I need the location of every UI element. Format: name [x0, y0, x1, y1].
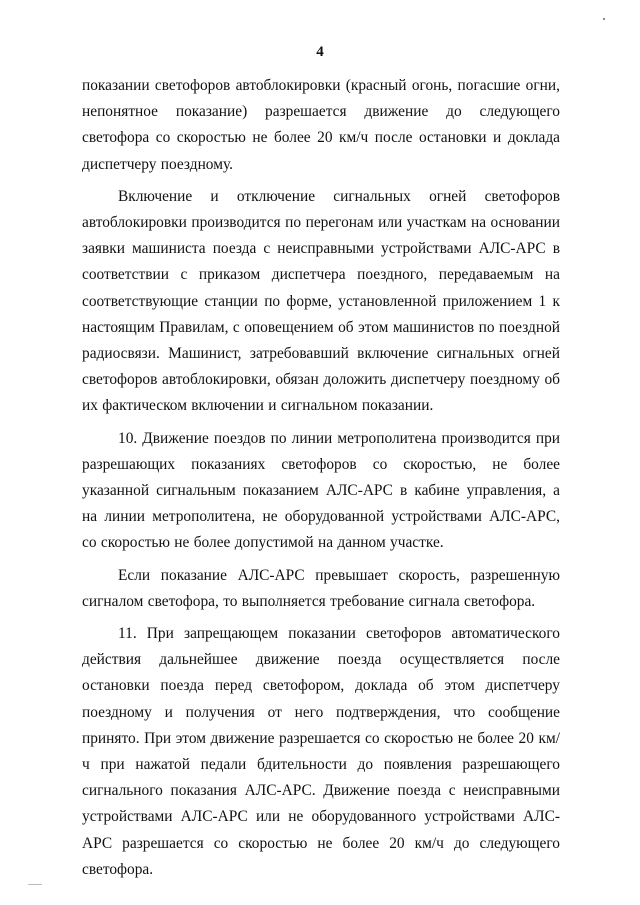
document-body	[82, 73, 560, 883]
paragraph-als-ars-speed: Если показание АЛС-АРС превышает скорость, разрешенную сигналом светофора, то выполняется требование сигнала светофора.	[82, 566, 560, 610]
paragraph-10: 10. Движение поездов по линии метрополитена производится при разрешающих показаниях светофоров со скоростью, не более указанной сигнальным показанием АЛС-АРС в кабине управления, а на линии метрополитена, не оборудованной устройствами АЛС-АРС, со скоростью не более допустимой на данном участке.	[82, 429, 560, 552]
paragraph-continuation: показании светофоров автоблокировки (красный огонь, погасшие огни, непонятное показание) разрешается движение до следующего светофора со скоростью не более 20 км/ч после остановки и доклада диспетчеру поездному.	[82, 77, 560, 173]
scan-speck	[28, 884, 42, 885]
paragraph-11: 11. При запрещающем показании светофоров автоматического действия дальнейшее движение поезда осуществляется после остановки поезда перед светофором, доклада об этом диспетчеру поездному и получения от него подтверждения, что сообщение принято. При этом движение разрешается со скоростью не более 20 км/ч при нажатой педали бдительности до появления разрешающего сигнального показания АЛС-АРС. Движение поезда с неисправными устройствами АЛС-АРС или не оборудованного устройствами АЛС-АРС разрешается со скоростью не более 20 км/ч до следующего светофора.	[82, 625, 560, 878]
page-number: 4	[316, 44, 324, 60]
paragraph-signal-lights: Включение и отключение сигнальных огней светофоров автоблокировки производится по перегонам или участкам на основании заявки машиниста поезда с неисправными устройствами АЛС-АРС в соответствии с приказом диспетчера поездного, передаваемым на соответствующие станции по форме, установленной приложением 1 к настоящим Правилам, с оповещением об этом машинистов по поездной радиосвязи. Машинист, затребовавший включение сигнальных огней светофоров автоблокировки, обязан доложить диспетчеру поездному об их фактическом включении и сигнальном показании.	[82, 187, 560, 415]
scan-speck	[603, 18, 605, 20]
